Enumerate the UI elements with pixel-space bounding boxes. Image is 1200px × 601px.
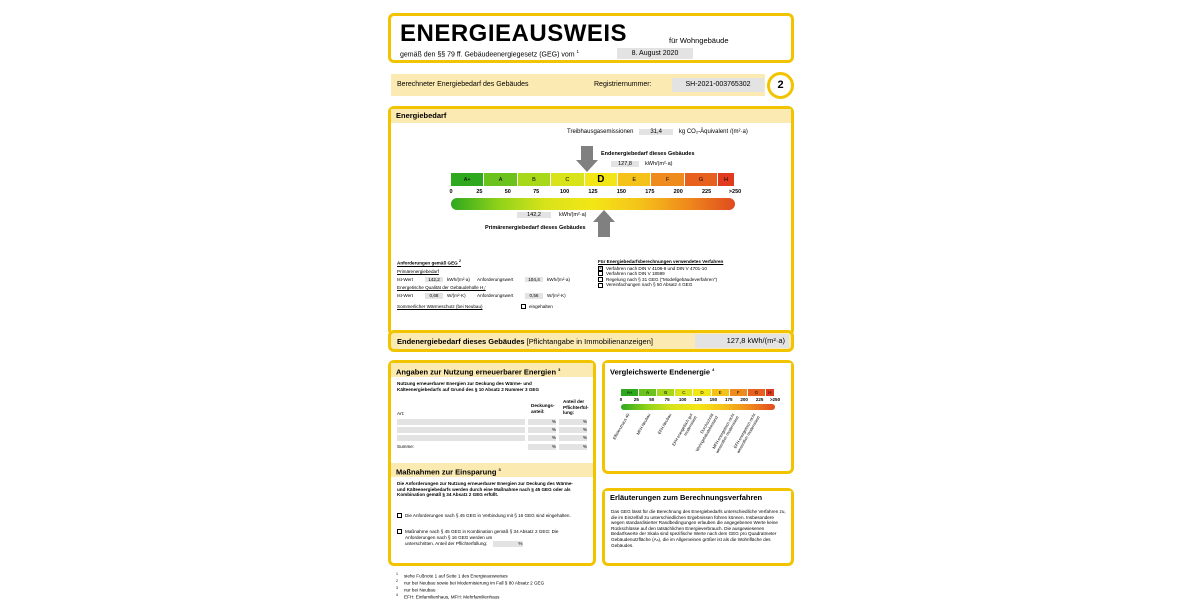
primary-ist-unit: kWh/(m²·a)	[447, 276, 470, 282]
renewables-art-input[interactable]	[397, 427, 525, 433]
comparison-box	[602, 360, 794, 474]
mandatory-value: 127,8 kWh/(m²·a)	[695, 334, 789, 348]
renewables-row	[397, 419, 593, 425]
energy-class-b: B	[657, 389, 675, 396]
comparison-class-scale	[621, 389, 775, 396]
energy-class-aplus: A+	[621, 389, 639, 396]
primary-ist-value: 142,2	[425, 277, 443, 283]
comparison-reference-label: MFH Neubau	[635, 412, 652, 436]
primary-req-title: Primärenergiebedarf	[397, 269, 439, 275]
title-box	[388, 13, 794, 63]
tick-label: 25	[476, 189, 483, 195]
method-title: Für Energiebedarfsberechnungen verwendetes Verfahren	[598, 259, 724, 264]
energy-class-h: H	[718, 173, 735, 186]
renewables-row	[397, 435, 593, 441]
law-footnote: 1	[576, 49, 580, 54]
tick-label: 175	[645, 189, 655, 195]
final-energy-arrow	[581, 146, 593, 160]
energy-demand-box	[388, 106, 794, 336]
tick-label: 50	[649, 397, 655, 402]
tick-label: 75	[664, 397, 670, 402]
law-text: gemäß den §§ 79 ff. Gebäudeenergiegesetz (GEG) vom	[400, 51, 575, 59]
renewables-desc: Nutzung erneuerbarer Energien zur Deckung des Wärme- und Kälteenergiebedarfs auf Grund des § 10 Absatz 2 Nummer 3 GEG	[397, 381, 540, 392]
savings-header	[391, 463, 593, 477]
tick-label: 25	[633, 397, 639, 402]
method-section	[598, 259, 788, 288]
tick-label: 150	[616, 189, 626, 195]
energy-class-b: B	[518, 173, 551, 186]
renewables-table	[397, 419, 593, 450]
tick-label: 75	[533, 189, 540, 195]
renewables-coverage-input[interactable]: %	[528, 427, 556, 433]
primary-energy-unit: kWh/(m²·a)	[559, 212, 587, 218]
renewables-art-label: Art:	[397, 411, 405, 416]
tick-label: 225	[755, 397, 764, 402]
energy-class-g: G	[748, 389, 766, 396]
thermal-title: Energetische Qualität der Gebäudehülle H₁'	[397, 285, 486, 291]
tick-label: 100	[678, 397, 687, 402]
comparison-reference-label: EFH energetisch nicht wesentlich modernisiert	[732, 412, 761, 454]
primary-req-label: Anforderungswert	[477, 276, 514, 282]
ghg-unit: kg CO₂-Äquivalent /(m²·a)	[678, 129, 748, 135]
footnote: $^1$ siehe Fußnote 1 auf Seite 1 des Energieausweises	[396, 572, 508, 579]
tick-label: >250	[728, 189, 742, 195]
energy-class-a: A	[639, 389, 657, 396]
savings-option-2-end: unterschritten. Anteil der Pflichterfüllung: %	[405, 541, 523, 546]
comparison-tick-row	[619, 397, 781, 403]
method-checkbox-2[interactable]	[598, 271, 603, 276]
mandatory-label: Endenergiebedarf dieses Gebäudes	[397, 337, 525, 346]
method-checkbox-1[interactable]: ×	[599, 265, 602, 272]
energy-class-f: F	[730, 389, 748, 396]
renewables-col-coverage: Deckungs-anteil:	[531, 403, 555, 414]
energy-class-d: D	[585, 173, 618, 186]
tick-label: 175	[725, 397, 733, 402]
ghg-row	[567, 129, 748, 135]
certificate-subtitle: für Wohngebäude	[669, 36, 729, 45]
energy-class-aplus: A+	[451, 173, 484, 186]
renewables-col-share: Anteil der Pflichterfül-lung:	[563, 399, 589, 416]
comparison-reference-label: MFH energetisch nicht wesentlich modernisiert	[711, 412, 740, 454]
energy-class-h: H	[766, 389, 775, 396]
footnote: $^3$ nur bei Neubau	[396, 586, 436, 593]
primary-energy-arrow	[598, 222, 610, 237]
renewables-coverage-input[interactable]: %	[528, 435, 556, 441]
tick-label: 200	[673, 189, 683, 195]
renewables-sum-share[interactable]: %	[559, 444, 587, 450]
summer-check-label: eingehalten	[529, 303, 553, 309]
renewables-sum-row	[397, 444, 593, 450]
tick-label: 225	[702, 189, 712, 195]
savings-checkbox-2[interactable]	[397, 529, 402, 534]
thermal-ist-label: Ist-Wert	[397, 292, 413, 298]
tick-label: 50	[504, 189, 511, 195]
mandatory-value-box	[388, 330, 794, 352]
primary-energy-arrow-head	[593, 210, 615, 222]
energy-class-scale	[451, 173, 735, 186]
renewables-coverage-input[interactable]: %	[528, 419, 556, 425]
savings-footnote: 3	[498, 467, 501, 472]
tick-label: 0	[619, 397, 623, 402]
thermal-row	[397, 293, 593, 299]
renewables-share-input[interactable]: %	[559, 419, 587, 425]
primary-energy-value: 142,2	[517, 212, 551, 218]
thermal-ist-unit: W/(m²·K)	[447, 292, 466, 298]
ghg-label: Treibhausgasemissionen	[567, 129, 634, 135]
energy-class-a: A	[484, 173, 517, 186]
law-date: 8. August 2020	[617, 48, 693, 59]
registration-number: SH-2021-003765302	[672, 78, 764, 92]
savings-title: Maßnahmen zur Einsparung	[396, 467, 497, 477]
comparison-reference-label: EFH Neubau	[656, 412, 673, 436]
renewables-sum-coverage[interactable]: %	[528, 444, 556, 450]
renewables-row	[397, 427, 593, 433]
renewables-box	[388, 360, 596, 566]
renewables-share-input[interactable]: %	[559, 435, 587, 441]
explanation-box	[602, 488, 794, 566]
renewables-art-input[interactable]	[397, 435, 525, 441]
ghg-value: 31,4	[639, 129, 673, 135]
sub-header-label: Berechneter Energiebedarf des Gebäudes	[397, 81, 529, 88]
summer-label: Sommerlicher Wärmeschutz (bei Neubau)	[397, 303, 483, 309]
final-energy-label: Endenergiebedarf dieses Gebäudes	[601, 151, 695, 157]
thermal-req-value: 0,56	[525, 293, 543, 299]
comparison-gradient-bar	[621, 404, 775, 410]
thermal-req-label: Anforderungswert	[477, 292, 514, 298]
method-checkbox-4[interactable]	[598, 283, 603, 288]
renewables-art-input[interactable]	[397, 419, 525, 425]
savings-desc: Die Anforderungen zur Nutzung erneuerbarer Energien zur Deckung des Wärme- und Kälteenergiebedarfs werden durch eine Maßnahme nach § 45 GEG oder als Kombination gemäß § 34 Absatz 2 GEG erfüllt.	[397, 481, 573, 498]
renewables-sum-label: Summe:	[397, 444, 415, 450]
renewables-share-input[interactable]: %	[559, 427, 587, 433]
tick-label: 125	[588, 189, 598, 195]
savings-option-2: Maßnahme nach § 45 GEG in Kombination gemäß § 34 Absatz 2 GEG: Die Anforderungen nach § 16 GEG werden um	[397, 529, 577, 540]
energy-gradient-bar	[451, 198, 735, 210]
tick-label: 100	[560, 189, 570, 195]
method-option: × Verfahren nach DIN V 4108-6 und DIN V 4701-10	[599, 265, 707, 272]
comparison-reference-label: EFH energetisch gut modernisiert	[670, 412, 698, 447]
comparison-labels	[611, 412, 775, 463]
energy-class-f: F	[651, 173, 684, 186]
tick-label: 200	[740, 397, 748, 402]
energy-class-e: E	[618, 173, 651, 186]
renewables-title: Angaben zur Nutzung erneuerbarer Energien	[396, 367, 557, 377]
final-energy-value: 127,8	[611, 161, 639, 167]
sub-header-bar	[391, 74, 765, 96]
comparison-header	[605, 363, 791, 377]
final-energy-arrow-head	[576, 160, 598, 172]
savings-pct-input[interactable]: %	[493, 541, 523, 547]
footnotes	[396, 572, 696, 601]
footnote: $^4$ EFH: Einfamilienhaus, MFH: Mehrfamilienhaus	[396, 593, 500, 600]
primary-energy-label: Primärenergiebedarf dieses Gebäudes	[485, 225, 586, 231]
method-option: Vereinfachungen nach § 50 Absatz 4 GEG	[598, 282, 788, 288]
comparison-reference-label: Effizienzhaus 40	[611, 412, 631, 441]
primary-req-row	[397, 277, 593, 283]
certificate-title: ENERGIEAUSWEIS	[400, 20, 628, 47]
primary-req-unit: kWh/(m²·a)	[547, 276, 570, 282]
renewables-header	[391, 363, 593, 377]
explanation-title: Erläuterungen zum Berechnungsverfahren	[605, 491, 791, 505]
energy-tick-row	[449, 189, 742, 197]
requirements-section	[397, 259, 593, 309]
savings-option-1: Die Anforderungen nach § 45 GEG in Verbindung mit § 16 GEG sind eingehalten.	[397, 513, 577, 519]
law-line	[400, 49, 579, 58]
summer-row	[397, 304, 593, 310]
explanation-text: Das GEG lässt für die Berechnung des Energiebedarfs unterschiedliche Verfahren zu, die im Einzelfall zu unterschiedlichen Ergebnissen führen können. Insbesondere wegen standardisierter Randbedingungen erlauben die angegebenen Werte keine Rückschlüsse auf den tatsächlichen Energieverbrauch. Die ausgewiesenen Bedarfswerte der Skala sind spezifische Werte nach dem GEG pro Quadratmeter Gebäudenutzfläche (Aₙ), die im Allgemeinen größer ist als die Wohnfläche des Gebäudes.	[611, 509, 786, 548]
requirements-title: Anforderungen gemäß GEG	[397, 260, 458, 266]
requirements-footnote: 2	[459, 259, 461, 263]
tick-label: 125	[694, 397, 702, 402]
mandatory-label-row	[397, 337, 653, 346]
savings-checkbox-1[interactable]	[397, 513, 402, 518]
tick-label: 150	[709, 397, 718, 402]
primary-req-value: 104,4	[525, 277, 543, 283]
comparison-footnote: 4	[712, 367, 715, 372]
final-energy-unit: kWh/(m²·a)	[645, 161, 673, 167]
energy-class-g: G	[685, 173, 718, 186]
registration-label: Registriernummer:	[594, 81, 652, 88]
thermal-req-unit: W/(m²·K)	[547, 292, 566, 298]
method-option: Regelung nach § 31 GEG ("Modellgebäudeverfahren")	[598, 277, 788, 283]
energy-demand-header: Energiebedarf	[391, 109, 791, 123]
tick-label: 0	[449, 189, 453, 195]
energy-class-d: D	[693, 389, 711, 396]
thermal-ist-value: 0,68	[425, 293, 443, 299]
energy-class-c: C	[675, 389, 693, 396]
energy-class-c: C	[551, 173, 584, 186]
energy-certificate-page	[388, 10, 794, 600]
tick-label: >250	[769, 397, 781, 402]
comparison-reference-label: Durchschnitt Wohngebäudebestand	[693, 412, 719, 453]
energy-class-e: E	[712, 389, 730, 396]
summer-checkbox[interactable]	[521, 304, 526, 309]
method-checkbox-3[interactable]	[598, 277, 603, 282]
page-number-badge: 2	[767, 72, 794, 99]
comparison-title: Vergleichswerte Endenergie	[610, 367, 711, 377]
mandatory-note: [Pflichtangabe in Immobilienanzeigen]	[526, 337, 653, 346]
primary-ist-label: Ist-Wert	[397, 276, 413, 282]
renewables-footnote: 3	[558, 367, 561, 372]
method-option: Verfahren nach DIN V 18599	[598, 271, 788, 277]
footnote: $^2$ nur bei Neubau sowie bei Modernisierung im Fall § 80 Absatz 2 GEG	[396, 579, 545, 586]
